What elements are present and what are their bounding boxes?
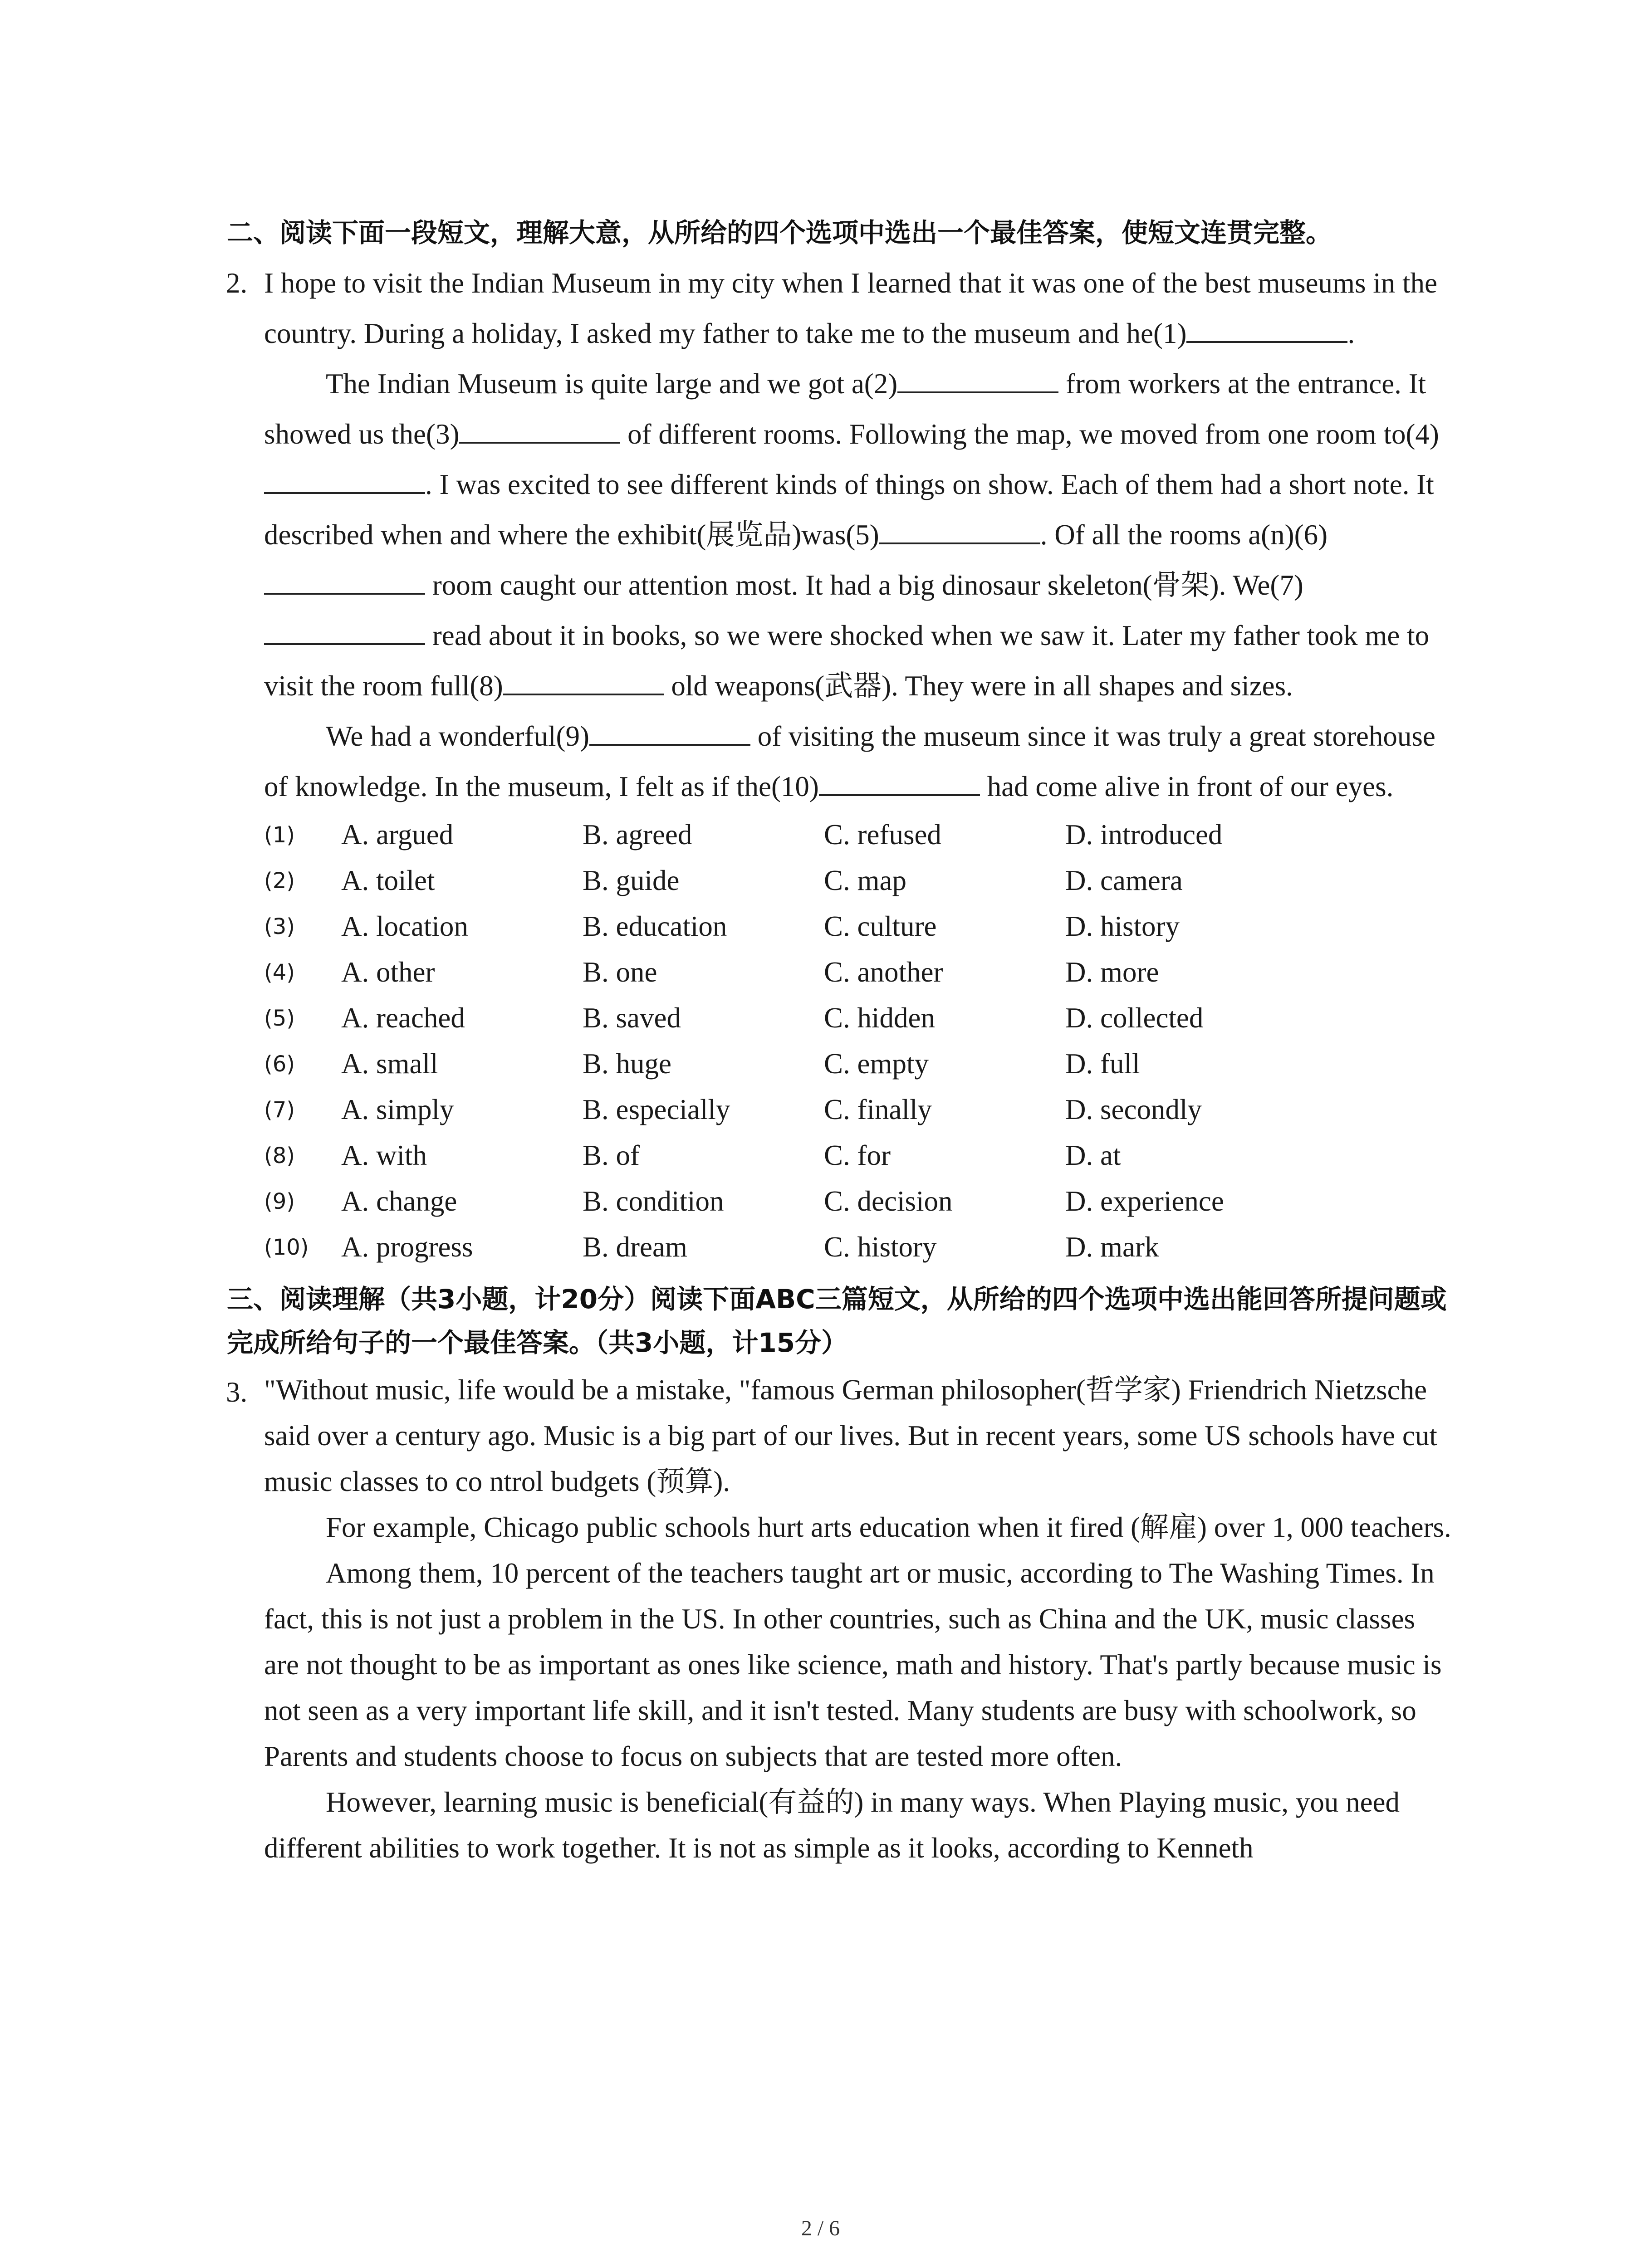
option-choice: C. decision xyxy=(824,1185,953,1217)
option-choice: B. saved xyxy=(583,1002,681,1034)
answer-blank xyxy=(503,668,664,695)
option-choice: C. another xyxy=(824,956,943,988)
passage-text: of different rooms. Following the map, we moved from one room to(4) xyxy=(620,418,1439,450)
question-3-number: 3. xyxy=(226,1376,248,1408)
option-choice: B. of xyxy=(583,1139,640,1171)
option-number: (2) xyxy=(264,868,295,894)
option-choice: A. argued xyxy=(341,819,454,850)
answer-blank xyxy=(879,517,1040,544)
answer-blank xyxy=(897,366,1058,393)
option-row xyxy=(264,1041,1307,1087)
option-choice: B. one xyxy=(583,956,657,988)
option-choice: D. collected xyxy=(1065,1002,1204,1034)
option-choice: B. especially xyxy=(583,1094,730,1125)
option-choice: D. full xyxy=(1065,1048,1140,1080)
option-choice: A. small xyxy=(341,1048,438,1080)
answer-blank xyxy=(589,719,750,746)
passage-text: We had a wonderful(9) xyxy=(326,720,589,752)
passage-text: of visiting the museum since it was truly a great storehouse of knowledge. In the museum, I felt as if the(10) xyxy=(264,720,1435,802)
passage-paragraph: However, learning music is beneficial(有益的) in many ways. When Playing music, you need different abilities to work together. It is not as simple as it looks, according to Kenneth xyxy=(264,1786,1400,1864)
option-row xyxy=(264,1178,1307,1224)
option-choice: C. map xyxy=(824,865,906,896)
option-choice: A. location xyxy=(341,910,468,942)
answer-blank xyxy=(264,467,425,494)
passage-text: The Indian Museum is quite large and we got a(2) xyxy=(326,368,898,400)
question-3-passage xyxy=(264,1367,1452,1871)
option-choice: B. education xyxy=(583,910,727,942)
option-choice: A. other xyxy=(341,956,435,988)
option-choice: A. reached xyxy=(341,1002,465,1034)
option-choice: B. guide xyxy=(583,865,680,896)
option-row xyxy=(264,995,1307,1041)
option-choice: B. agreed xyxy=(583,819,692,850)
passage-text: . Of all the rooms a(n)(6) xyxy=(1040,519,1328,551)
option-number: (9) xyxy=(264,1188,295,1214)
option-choice: A. simply xyxy=(341,1094,454,1125)
option-row xyxy=(264,949,1307,995)
option-choice: D. experience xyxy=(1065,1185,1224,1217)
option-row xyxy=(264,904,1307,949)
passage-text: . xyxy=(1347,318,1355,349)
passage-text: from workers at the entrance. It showed us the(3) xyxy=(264,368,1426,450)
option-number: (1) xyxy=(264,822,295,848)
option-choice: B. huge xyxy=(583,1048,671,1080)
option-choice: D. history xyxy=(1065,910,1180,942)
option-row xyxy=(264,1133,1307,1178)
passage-paragraph: For example, Chicago public schools hurt arts education when it fired (解雇) over 1, 000 teachers. xyxy=(326,1511,1451,1543)
answer-blank xyxy=(264,618,425,645)
option-choice: D. camera xyxy=(1065,865,1183,896)
section-3-title: 三、阅读理解（共3小题，计20分）阅读下面ABC三篇短文，从所给的四个选项中选出能回答所提问题或完成所给句子的一个最佳答案。（共3小题，计15分） xyxy=(227,1284,1447,1358)
option-number: (4) xyxy=(264,959,295,985)
option-number: (10) xyxy=(264,1234,309,1260)
option-row xyxy=(264,1087,1307,1133)
option-number: (8) xyxy=(264,1143,295,1168)
passage-paragraph: Among them, 10 percent of the teachers taught art or music, according to The Washing Times. In fact, this is not just a problem in the US. In other countries, such as China and the UK, music classes are not thought to be as important as ones like science, math and history. That's partly because music is not seen as a very important life skill, and it isn't tested. Many students are busy with schoolwork, so Parents and students choose to focus on subjects that are tested more often. xyxy=(264,1557,1442,1772)
passage-paragraph: "Without music, life would be a mistake, "famous German philosopher(哲学家) Friendrich Nietzsche said over a century ago. Music is a big part of our lives. But in recent years, some US schools have cut music classes to co ntrol budgets (预算). xyxy=(264,1374,1437,1497)
passage-text: old weapons(武器). They were in all shapes and sizes. xyxy=(664,670,1293,702)
option-choice: C. history xyxy=(824,1231,937,1263)
page-content xyxy=(227,211,1452,1871)
answer-blank xyxy=(264,567,425,595)
option-choice: A. toilet xyxy=(341,865,435,896)
option-choice: D. at xyxy=(1065,1139,1121,1171)
option-choice: C. finally xyxy=(824,1094,932,1125)
passage-text: room caught our attention most. It had a big dinosaur skeleton(骨架). We(7) xyxy=(425,569,1303,601)
option-choice: C. hidden xyxy=(824,1002,935,1034)
option-choice: D. introduced xyxy=(1065,819,1223,850)
question-2-number: 2. xyxy=(226,267,248,299)
option-choice: D. secondly xyxy=(1065,1094,1202,1125)
option-choice: B. condition xyxy=(583,1185,724,1217)
option-row xyxy=(264,1224,1307,1270)
answer-blank xyxy=(819,769,980,796)
passage-paragraph xyxy=(264,359,1452,711)
option-choice: C. refused xyxy=(824,819,941,850)
option-number: (7) xyxy=(264,1097,295,1123)
option-choice: C. for xyxy=(824,1139,891,1171)
option-choice: D. more xyxy=(1065,956,1159,988)
question-3 xyxy=(227,1367,1452,1871)
option-number: (6) xyxy=(264,1051,295,1077)
option-choice: B. dream xyxy=(583,1231,687,1263)
option-number: (3) xyxy=(264,914,295,939)
option-number: (5) xyxy=(264,1005,295,1031)
option-row xyxy=(264,812,1307,858)
options-table xyxy=(264,812,1307,1270)
answer-blank xyxy=(1186,316,1347,343)
page-number: 2 / 6 xyxy=(801,2216,840,2240)
option-choice: A. change xyxy=(341,1185,457,1217)
option-choice: D. mark xyxy=(1065,1231,1159,1263)
question-2-passage xyxy=(264,258,1452,812)
option-choice: C. empty xyxy=(824,1048,929,1080)
option-choice: A. progress xyxy=(341,1231,473,1263)
passage-text: I hope to visit the Indian Museum in my city when I learned that it was one of the best museums in the country. During a holiday, I asked my father to take me to the museum and he(1) xyxy=(264,267,1437,349)
passage-text: read about it in books, so we were shocked when we saw it. Later my father took me to visit the room full(8) xyxy=(264,620,1430,702)
answer-blank xyxy=(459,416,620,444)
passage-paragraph xyxy=(264,258,1452,359)
passage-paragraph xyxy=(264,711,1452,812)
option-choice: A. with xyxy=(341,1139,427,1171)
passage-text: . I was excited to see different kinds of things on show. Each of them had a short note. It described when and where the exhibit(展览品)was(5) xyxy=(264,469,1434,551)
section-2-title: 二、阅读下面一段短文，理解大意，从所给的四个选项中选出一个最佳答案，使短文连贯完整。 xyxy=(227,217,1332,248)
option-row xyxy=(264,858,1307,904)
passage-text: had come alive in front of our eyes. xyxy=(980,771,1394,802)
question-2 xyxy=(227,258,1452,812)
option-choice: C. culture xyxy=(824,910,937,942)
